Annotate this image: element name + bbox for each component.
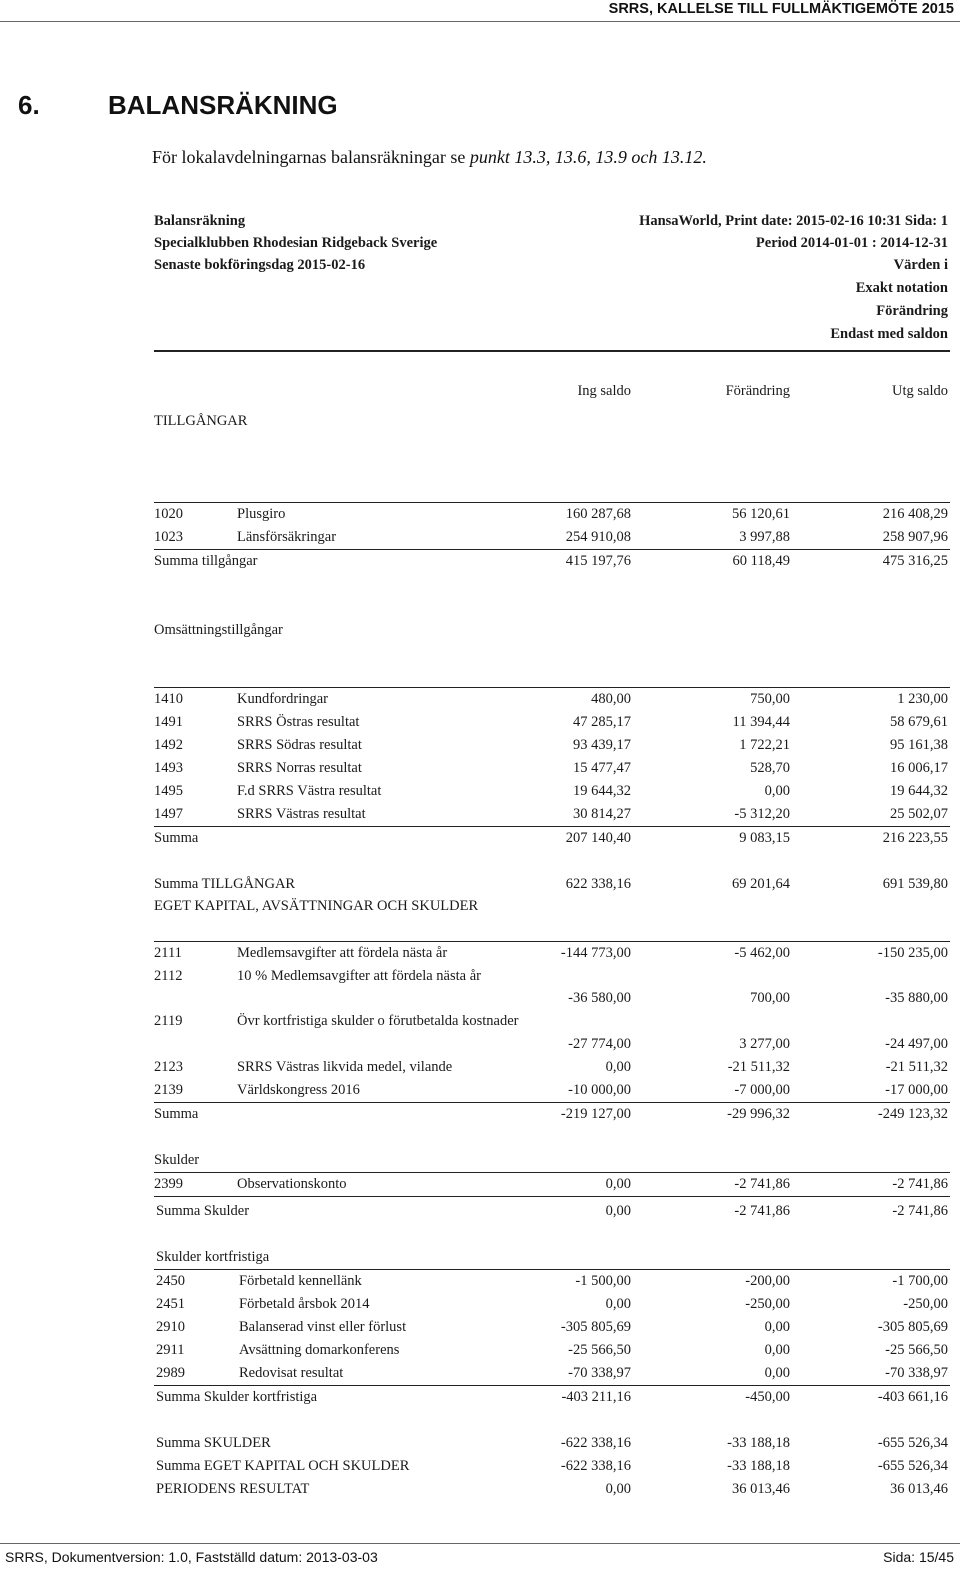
ing-saldo: 254 910,08 bbox=[565, 529, 631, 545]
forandring: 3 277,00 bbox=[739, 1036, 790, 1052]
utg-saldo: 216 408,29 bbox=[882, 506, 948, 522]
table-rule bbox=[154, 687, 950, 688]
account-name: Förbetald kennellänk bbox=[239, 1273, 362, 1289]
sum-label: Summa Skulder kortfristiga bbox=[156, 1389, 318, 1405]
column-header-utg: Utg saldo bbox=[892, 383, 948, 399]
report-print-info: HansaWorld, Print date: 2015-02-16 10:31 Sida: 1 bbox=[639, 213, 948, 229]
sum-label: Summa tillgångar bbox=[154, 553, 258, 569]
forandring: 1 722,21 bbox=[739, 737, 790, 753]
section-number: 6. bbox=[18, 90, 40, 120]
current-assets-heading: Omsättningstillgångar bbox=[154, 622, 283, 638]
ing-saldo: -219 127,00 bbox=[560, 1106, 631, 1122]
account-code: 2989 bbox=[156, 1365, 185, 1381]
account-code: 1020 bbox=[154, 506, 183, 522]
forandring: 0,00 bbox=[764, 1319, 790, 1335]
forandring: -33 188,18 bbox=[727, 1458, 790, 1474]
utg-saldo: -655 526,34 bbox=[877, 1435, 948, 1451]
report-option: Förändring bbox=[876, 303, 948, 319]
ing-saldo: 622 338,16 bbox=[565, 876, 631, 892]
account-name: Medlemsavgifter att fördela nästa år bbox=[237, 945, 448, 961]
intro-text bbox=[152, 147, 707, 168]
account-name: Kundfordringar bbox=[237, 691, 329, 707]
short-debts-heading: Skulder kortfristiga bbox=[156, 1249, 270, 1265]
account-code: 1495 bbox=[154, 783, 183, 799]
sum-label: Summa SKULDER bbox=[156, 1435, 271, 1451]
footer-rule bbox=[0, 1543, 960, 1544]
table-rule bbox=[154, 549, 950, 550]
forandring: -2 741,86 bbox=[734, 1203, 790, 1219]
utg-saldo: 258 907,96 bbox=[882, 529, 948, 545]
utg-saldo: 691 539,80 bbox=[882, 876, 948, 892]
account-code: 2451 bbox=[156, 1296, 185, 1312]
account-code: 2911 bbox=[156, 1342, 185, 1358]
account-code: 2123 bbox=[154, 1059, 183, 1075]
forandring: -200,00 bbox=[745, 1273, 790, 1289]
ing-saldo: 0,00 bbox=[605, 1176, 631, 1192]
account-code: 2112 bbox=[154, 968, 183, 984]
ing-saldo: 47 285,17 bbox=[573, 714, 631, 730]
report-company: Specialklubben Rhodesian Ridgeback Sverige bbox=[154, 235, 438, 251]
utg-saldo: -655 526,34 bbox=[877, 1458, 948, 1474]
report-option: Endast med saldon bbox=[830, 326, 948, 342]
utg-saldo: -250,00 bbox=[903, 1296, 948, 1312]
table-rule bbox=[154, 1385, 950, 1386]
account-name: Världskongress 2016 bbox=[237, 1082, 360, 1098]
utg-saldo: 58 679,61 bbox=[890, 714, 948, 730]
forandring: 0,00 bbox=[764, 783, 790, 799]
forandring: 700,00 bbox=[750, 990, 790, 1006]
ing-saldo: -27 774,00 bbox=[568, 1036, 631, 1052]
running-header: SRRS, KALLELSE TILL FULLMÄKTIGEMÖTE 2015 bbox=[608, 1, 954, 17]
table-rule bbox=[154, 1102, 950, 1103]
column-header-change: Förändring bbox=[725, 383, 790, 399]
account-name: SRRS Västras resultat bbox=[237, 806, 366, 822]
ing-saldo: -622 338,16 bbox=[560, 1435, 631, 1451]
forandring: 9 083,15 bbox=[739, 830, 790, 846]
table-rule bbox=[154, 1269, 950, 1270]
report-header-rule bbox=[154, 350, 950, 352]
ing-saldo: -1 500,00 bbox=[575, 1273, 631, 1289]
account-code: 1493 bbox=[154, 760, 183, 776]
ing-saldo: 160 287,68 bbox=[565, 506, 631, 522]
account-code: 2111 bbox=[154, 945, 182, 961]
utg-saldo: 95 161,38 bbox=[890, 737, 948, 753]
report-period: Period 2014-01-01 : 2014-12-31 bbox=[755, 235, 948, 251]
account-code: 2139 bbox=[154, 1082, 183, 1098]
column-header-ing: Ing saldo bbox=[577, 383, 631, 399]
account-code: 1023 bbox=[154, 529, 183, 545]
utg-saldo: 475 316,25 bbox=[882, 553, 948, 569]
equity-heading: EGET KAPITAL, AVSÄTTNINGAR OCH SKULDER bbox=[154, 898, 479, 914]
ing-saldo: 415 197,76 bbox=[565, 553, 631, 569]
forandring: -7 000,00 bbox=[734, 1082, 790, 1098]
forandring: 69 201,64 bbox=[732, 876, 790, 892]
sum-label: Summa bbox=[154, 830, 199, 846]
ing-saldo: -36 580,00 bbox=[568, 990, 631, 1006]
ing-saldo: -25 566,50 bbox=[568, 1342, 631, 1358]
account-code: 1491 bbox=[154, 714, 183, 730]
section-title: BALANSRÄKNING bbox=[108, 90, 338, 120]
forandring: -21 511,32 bbox=[727, 1059, 790, 1075]
forandring: 56 120,61 bbox=[732, 506, 790, 522]
account-name: Redovisat resultat bbox=[239, 1365, 344, 1381]
intro-italic: punkt 13.3, 13.6, 13.9 och 13.12. bbox=[469, 147, 707, 167]
forandring: 11 394,44 bbox=[732, 714, 790, 730]
utg-saldo: 16 006,17 bbox=[890, 760, 948, 776]
account-code: 1410 bbox=[154, 691, 183, 707]
forandring: 60 118,49 bbox=[732, 553, 790, 569]
account-code: 2910 bbox=[156, 1319, 185, 1335]
utg-saldo: -150 235,00 bbox=[877, 945, 948, 961]
footer-document-info: SRRS, Dokumentversion: 1.0, Fastställd datum: 2013-03-03 bbox=[5, 1549, 378, 1565]
ing-saldo: 0,00 bbox=[605, 1481, 631, 1497]
account-code: 1497 bbox=[154, 806, 183, 822]
utg-saldo: 25 502,07 bbox=[890, 806, 948, 822]
account-code: 2450 bbox=[156, 1273, 185, 1289]
forandring: -450,00 bbox=[745, 1389, 790, 1405]
ing-saldo: 19 644,32 bbox=[573, 783, 631, 799]
table-rule bbox=[154, 1172, 950, 1173]
utg-saldo: -403 661,16 bbox=[877, 1389, 948, 1405]
ing-saldo: -305 805,69 bbox=[560, 1319, 631, 1335]
utg-saldo: -1 700,00 bbox=[892, 1273, 948, 1289]
table-rule bbox=[154, 826, 950, 827]
debts-heading: Skulder bbox=[154, 1152, 200, 1168]
ing-saldo: 207 140,40 bbox=[565, 830, 631, 846]
forandring: 36 013,46 bbox=[732, 1481, 790, 1497]
utg-saldo: -249 123,32 bbox=[877, 1106, 948, 1122]
account-name: 10 % Medlemsavgifter att fördela nästa år bbox=[237, 968, 481, 984]
account-code: 2399 bbox=[154, 1176, 183, 1192]
account-name: Förbetald årsbok 2014 bbox=[239, 1296, 370, 1312]
account-name: Observationskonto bbox=[237, 1176, 347, 1192]
utg-saldo: -25 566,50 bbox=[885, 1342, 948, 1358]
forandring: -5 312,20 bbox=[734, 806, 790, 822]
report-title: Balansräkning bbox=[154, 213, 246, 229]
forandring: -2 741,86 bbox=[734, 1176, 790, 1192]
utg-saldo: 216 223,55 bbox=[882, 830, 948, 846]
ing-saldo: -403 211,16 bbox=[561, 1389, 631, 1405]
ing-saldo: 0,00 bbox=[605, 1203, 631, 1219]
account-name: SRRS Södras resultat bbox=[237, 737, 362, 753]
utg-saldo: -2 741,86 bbox=[892, 1203, 948, 1219]
sum-label: Summa TILLGÅNGAR bbox=[154, 876, 296, 892]
sum-label: Summa EGET KAPITAL OCH SKULDER bbox=[156, 1458, 410, 1474]
account-name: Balanserad vinst eller förlust bbox=[239, 1319, 407, 1335]
assets-heading: TILLGÅNGAR bbox=[154, 413, 248, 429]
table-rule bbox=[154, 941, 950, 942]
account-code: 2119 bbox=[154, 1013, 183, 1029]
utg-saldo: -2 741,86 bbox=[892, 1176, 948, 1192]
footer-page-number: Sida: 15/45 bbox=[883, 1549, 954, 1565]
ing-saldo: 93 439,17 bbox=[573, 737, 631, 753]
sum-label: Summa bbox=[154, 1106, 199, 1122]
utg-saldo: -21 511,32 bbox=[885, 1059, 948, 1075]
utg-saldo: 36 013,46 bbox=[890, 1481, 948, 1497]
table-rule bbox=[154, 502, 950, 503]
account-name: Länsförsäkringar bbox=[237, 529, 337, 545]
account-name: Avsättning domarkonferens bbox=[239, 1342, 400, 1358]
forandring: 3 997,88 bbox=[739, 529, 790, 545]
account-name: Plusgiro bbox=[237, 506, 286, 522]
ing-saldo: 15 477,47 bbox=[573, 760, 631, 776]
utg-saldo: -35 880,00 bbox=[885, 990, 948, 1006]
utg-saldo: -24 497,00 bbox=[885, 1036, 948, 1052]
forandring: 0,00 bbox=[764, 1342, 790, 1358]
forandring: 528,70 bbox=[750, 760, 790, 776]
report-last-posting: Senaste bokföringsdag 2015-02-16 bbox=[154, 257, 366, 273]
forandring: 0,00 bbox=[764, 1365, 790, 1381]
forandring: -250,00 bbox=[745, 1296, 790, 1312]
ing-saldo: 480,00 bbox=[591, 691, 631, 707]
forandring: 750,00 bbox=[750, 691, 790, 707]
account-code: 1492 bbox=[154, 737, 183, 753]
account-name: SRRS Norras resultat bbox=[237, 760, 362, 776]
table-rule bbox=[154, 1196, 950, 1197]
ing-saldo: 0,00 bbox=[605, 1059, 631, 1075]
utg-saldo: 1 230,00 bbox=[897, 691, 948, 707]
account-name: Övr kortfristiga skulder o förutbetalda kostnader bbox=[237, 1013, 519, 1029]
sum-label: Summa Skulder bbox=[156, 1203, 250, 1219]
utg-saldo: -70 338,97 bbox=[885, 1365, 948, 1381]
sum-label: PERIODENS RESULTAT bbox=[156, 1481, 310, 1497]
header-rule bbox=[0, 21, 960, 22]
utg-saldo: -305 805,69 bbox=[877, 1319, 948, 1335]
ing-saldo: -144 773,00 bbox=[560, 945, 631, 961]
forandring: -33 188,18 bbox=[727, 1435, 790, 1451]
utg-saldo: 19 644,32 bbox=[890, 783, 948, 799]
ing-saldo: -622 338,16 bbox=[560, 1458, 631, 1474]
forandring: -5 462,00 bbox=[734, 945, 790, 961]
account-name: SRRS Västras likvida medel, vilande bbox=[237, 1059, 453, 1075]
ing-saldo: 0,00 bbox=[605, 1296, 631, 1312]
intro-plain: För lokalavdelningarnas balansräkningar se bbox=[152, 147, 470, 167]
account-name: F.d SRRS Västra resultat bbox=[237, 783, 382, 799]
ing-saldo: -10 000,00 bbox=[568, 1082, 631, 1098]
ing-saldo: 30 814,27 bbox=[573, 806, 631, 822]
ing-saldo: -70 338,97 bbox=[568, 1365, 631, 1381]
report-option: Exakt notation bbox=[855, 280, 948, 296]
report-option: Värden i bbox=[893, 257, 948, 273]
forandring: -29 996,32 bbox=[727, 1106, 790, 1122]
balance-sheet-report bbox=[154, 205, 950, 1505]
utg-saldo: -17 000,00 bbox=[885, 1082, 948, 1098]
account-name: SRRS Östras resultat bbox=[237, 714, 360, 730]
